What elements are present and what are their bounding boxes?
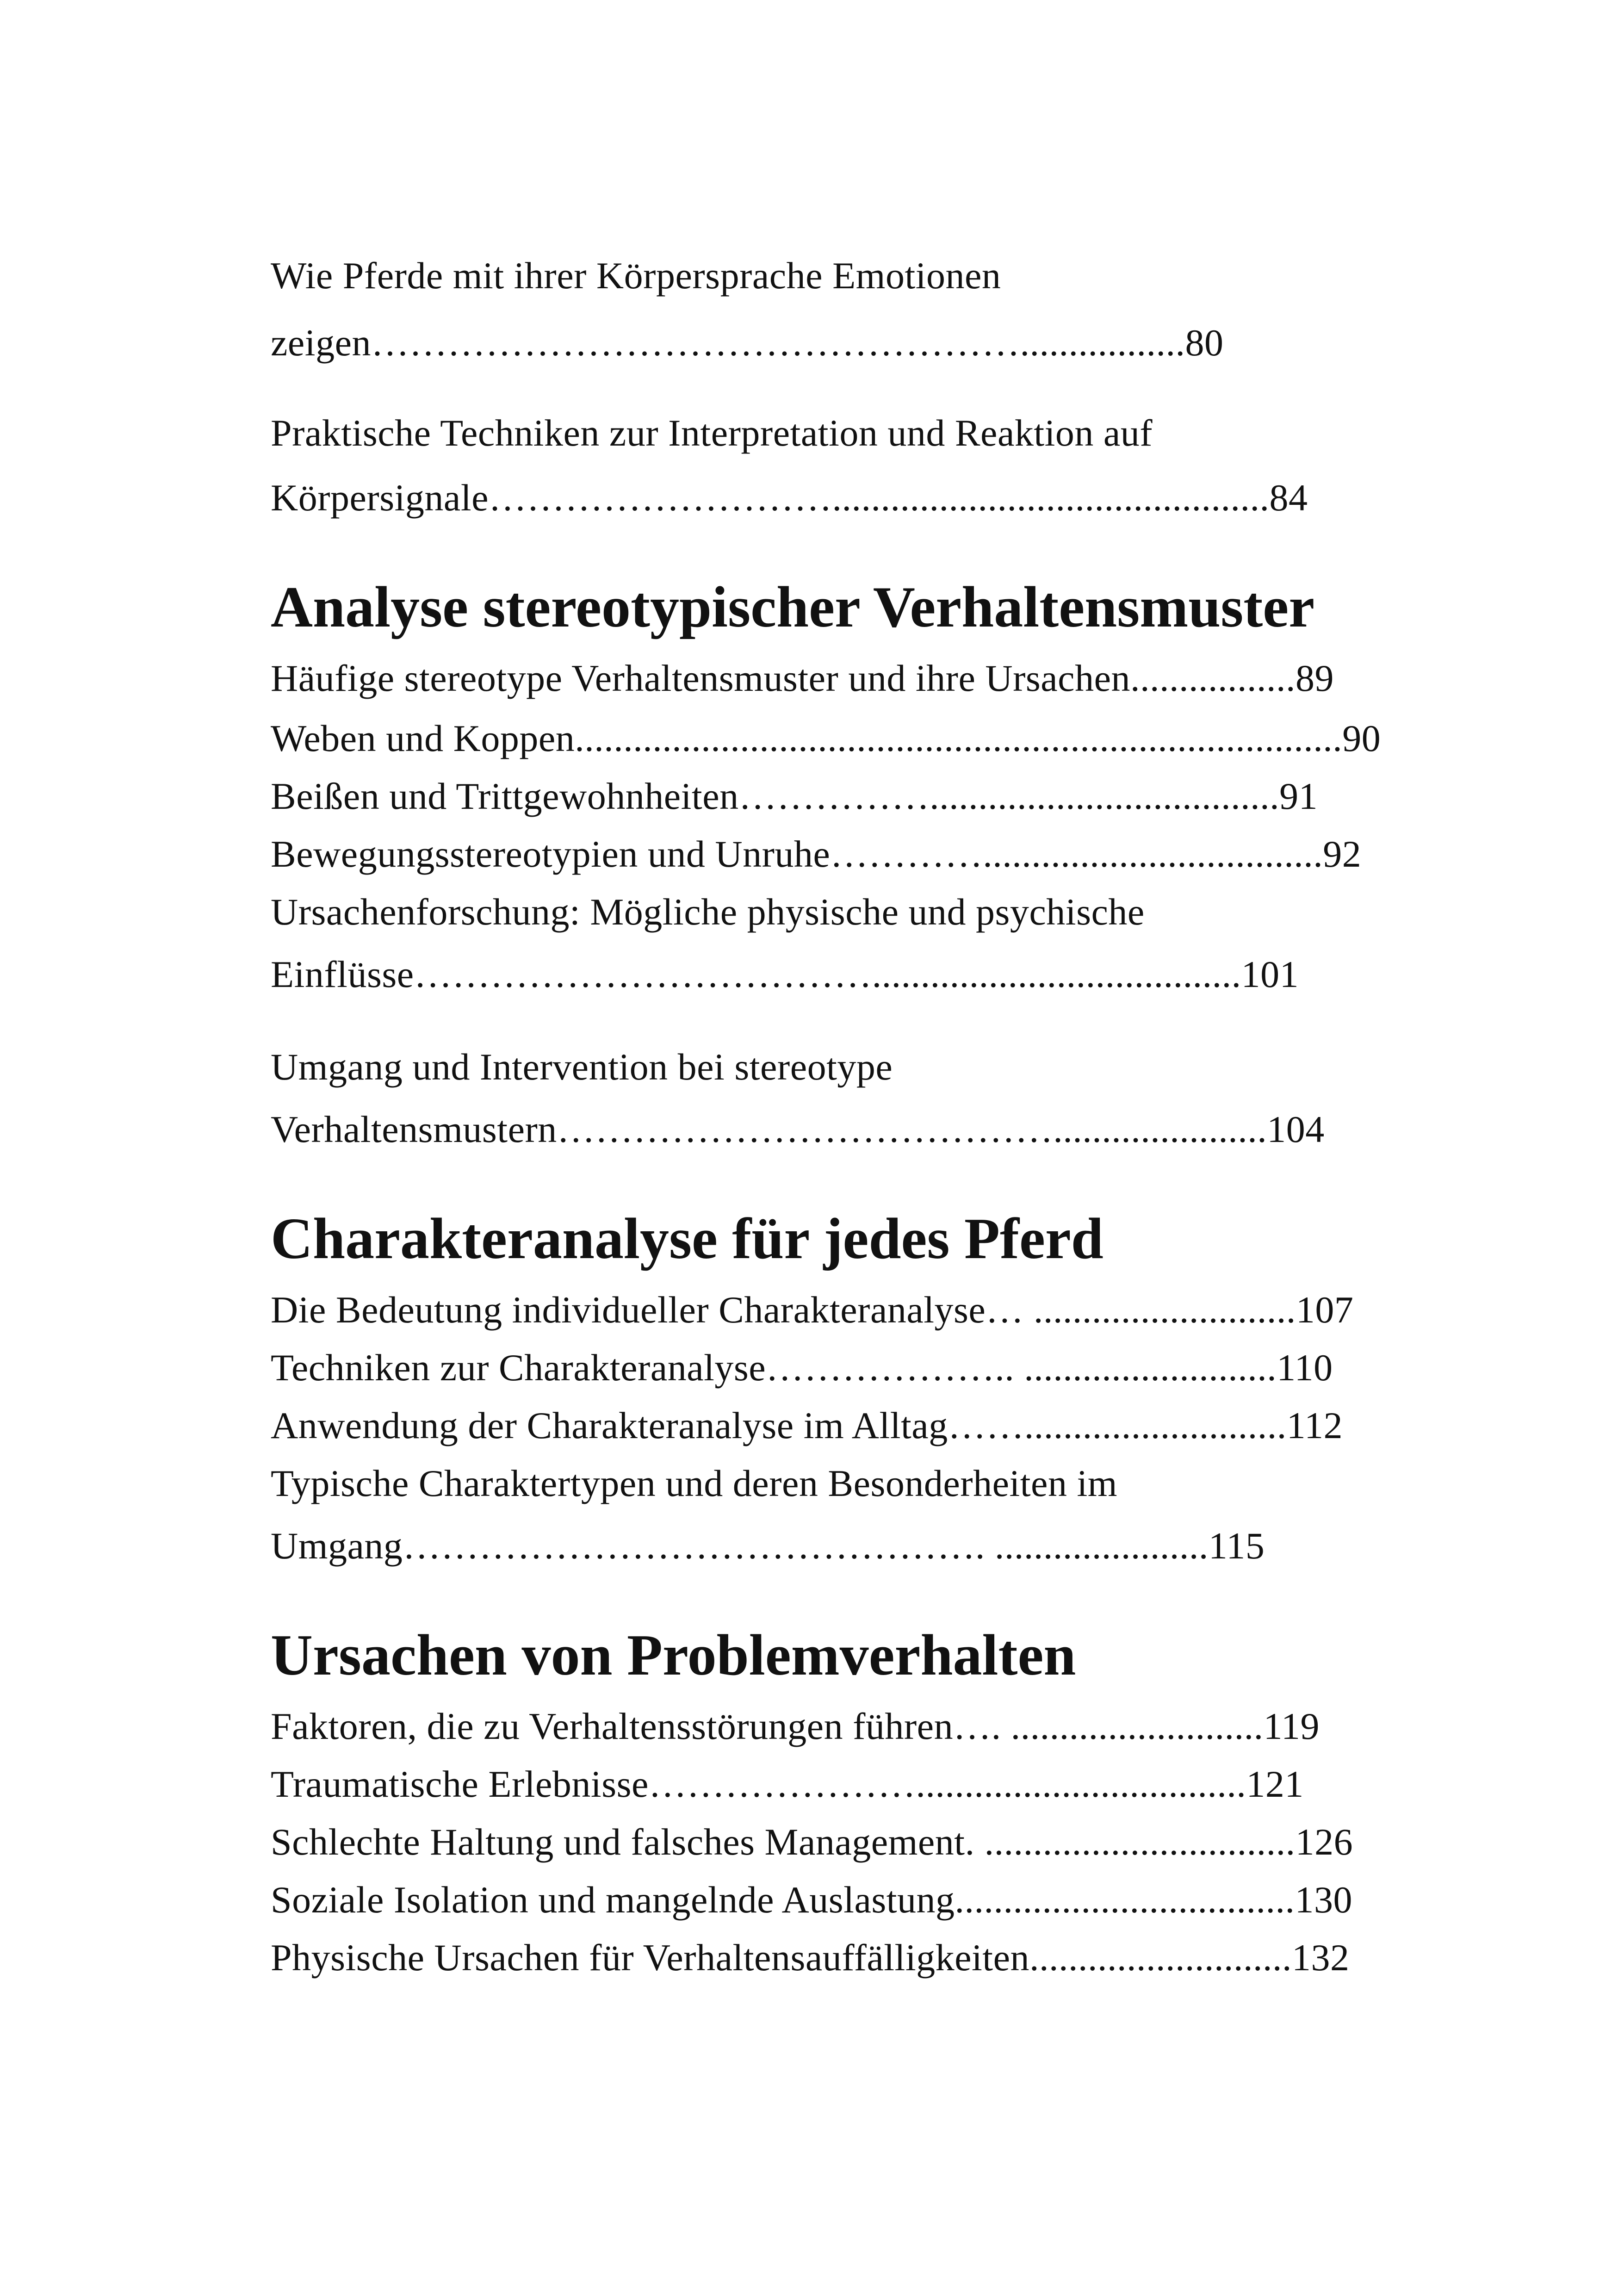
toc-entry: Beißen und Trittgewohnheiten……………....................................91 bbox=[271, 775, 1318, 817]
toc-entry: Traumatische Erlebnisse…………………..................................121 bbox=[271, 1763, 1304, 1805]
toc-entry-line: zeigen…………………………………………….................80 bbox=[271, 322, 1224, 364]
toc-entry-line: Umgang und Intervention bei stereotype bbox=[271, 1046, 893, 1088]
toc-entry-line: Praktische Techniken zur Interpretation und Reaktion auf bbox=[271, 412, 1153, 454]
toc-entry-line: Einflüsse………………………………......................................101 bbox=[271, 953, 1299, 995]
toc-entry: Physische Ursachen für Verhaltensauffälligkeiten...........................132 bbox=[271, 1936, 1350, 1979]
toc-entry: Bewegungsstereotypien und Unruhe…………...................................92 bbox=[271, 833, 1362, 875]
toc-entry-line: Umgang………………………………………. ......................115 bbox=[271, 1525, 1265, 1567]
toc-entry-line: Körpersignale……………………….............................................84 bbox=[271, 477, 1308, 519]
toc-entry-line: Wie Pferde mit ihrer Körpersprache Emotionen bbox=[271, 254, 1001, 297]
section-heading: Charakteranalyse für jedes Pferd bbox=[271, 1207, 1103, 1271]
section-heading: Ursachen von Problemverhalten bbox=[271, 1623, 1076, 1688]
toc-entry-line: Typische Charaktertypen und deren Besonderheiten im bbox=[271, 1462, 1118, 1504]
toc-entry: Techniken zur Charakteranalyse……………….. ..........................110 bbox=[271, 1347, 1333, 1389]
toc-entry-line: Verhaltensmustern…………………………………......................104 bbox=[271, 1108, 1325, 1150]
toc-entry: Häufige stereotype Verhaltensmuster und ihre Ursachen.................89 bbox=[271, 657, 1334, 699]
toc-entry-line: Ursachenforschung: Mögliche physische und psychische bbox=[271, 891, 1145, 933]
toc-entry: Anwendung der Charakteranalyse im Alltag……...........................112 bbox=[271, 1404, 1343, 1446]
toc-entry: Die Bedeutung individueller Charakteranalyse… ...........................107 bbox=[271, 1289, 1354, 1331]
toc-entry: Soziale Isolation und mangelnde Auslastung...................................130 bbox=[271, 1879, 1353, 1921]
toc-entry: Schlechte Haltung und falsches Management. ................................126 bbox=[271, 1821, 1353, 1863]
toc-entry: Faktoren, die zu Verhaltensstörungen führen…. ..........................119 bbox=[271, 1705, 1320, 1747]
toc-entry: Weben und Koppen...............................................................................90 bbox=[271, 717, 1381, 759]
section-heading: Analyse stereotypischer Verhaltensmuster bbox=[271, 575, 1315, 639]
